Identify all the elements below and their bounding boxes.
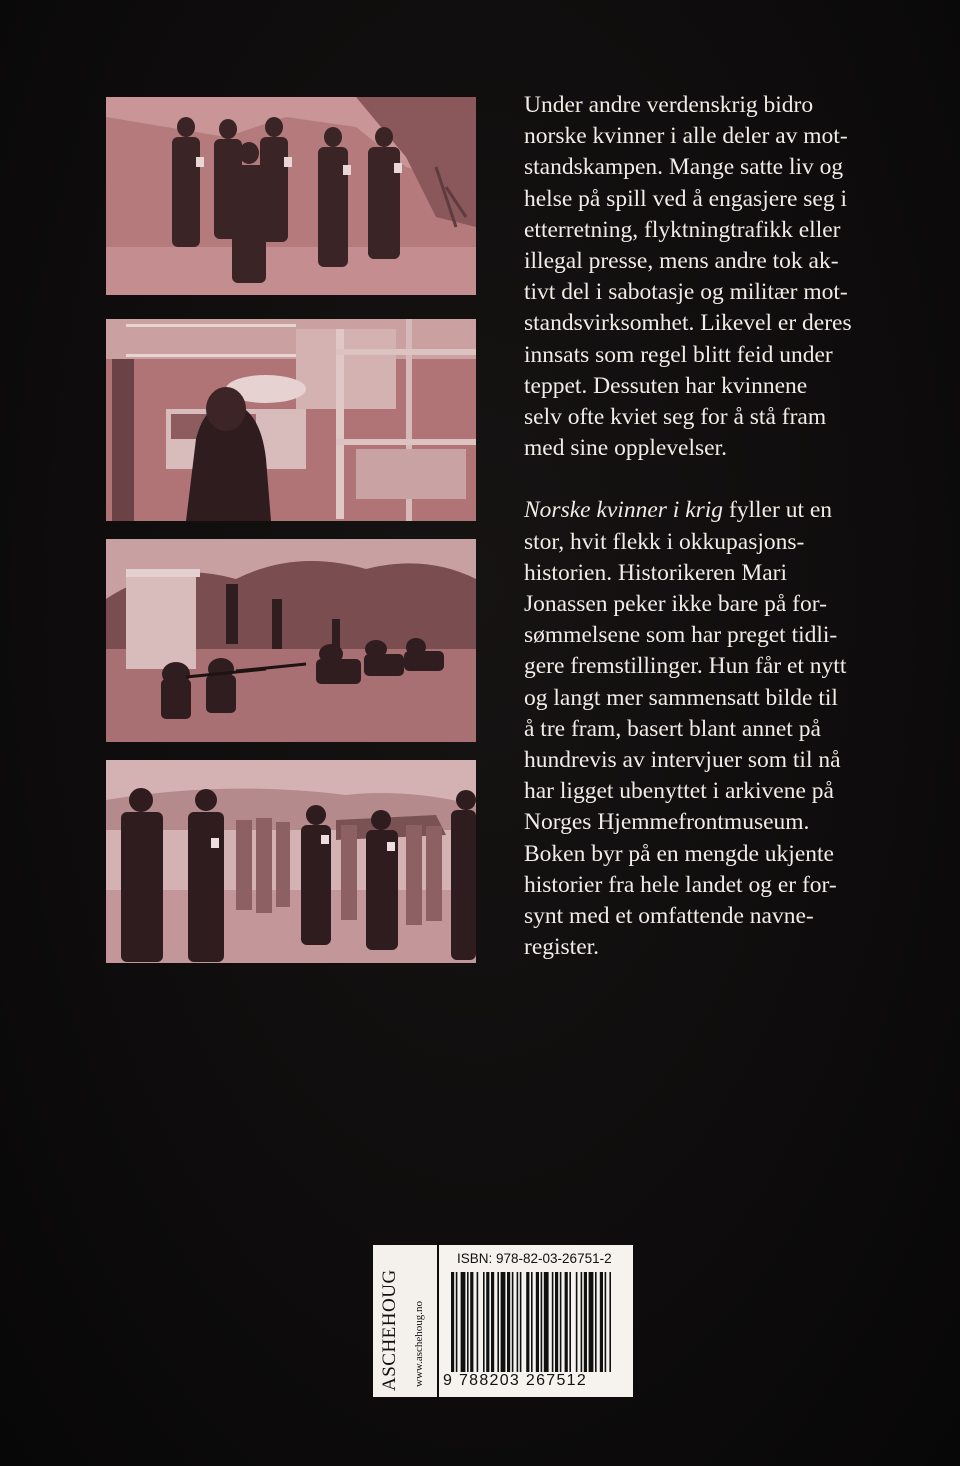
- barcode-bar: [486, 1272, 489, 1372]
- text-line: selv ofte kviet seg for å stå fram: [524, 404, 827, 431]
- text-line: historier fra hele landet og er for-: [524, 871, 837, 898]
- isbn-label: ISBN: 978-82-03-26751-2: [457, 1251, 612, 1266]
- text-line: [524, 495, 864, 526]
- barcode-bar: [552, 1272, 554, 1372]
- text-line: gere fremstillinger. Hun får et nytt: [524, 653, 847, 680]
- barcode-bar: [560, 1272, 562, 1372]
- barcode-bar: [470, 1272, 473, 1372]
- text-line: norske kvinner i alle deler av mot-: [524, 123, 848, 150]
- barcode-bar: [581, 1272, 583, 1372]
- text-line: standskampen. Mange satte liv og: [524, 154, 844, 181]
- barcode-bar: [512, 1272, 514, 1372]
- photo-shooting-practice: [106, 539, 476, 742]
- text-line: illegal presse, mens andre tok ak-: [524, 248, 839, 275]
- barcode-bar: [565, 1272, 568, 1372]
- barcode-bars: [443, 1272, 629, 1372]
- publisher-url: www.aschehoug.no: [413, 1300, 425, 1387]
- ean-digits: 9 788203 267512: [443, 1372, 588, 1389]
- isbn-barcode: [439, 1245, 633, 1397]
- text-line: og langt mer sammensatt bilde til: [524, 684, 838, 711]
- barcode-bar: [526, 1272, 529, 1372]
- barcode-bar: [520, 1272, 522, 1372]
- text-line: helse på spill ved å engasjere seg i: [524, 185, 848, 212]
- barcode-bar: [461, 1272, 466, 1372]
- publisher-name: ASCHEHOUG: [379, 1269, 400, 1391]
- barcode-bar: [584, 1272, 587, 1372]
- text-line: hundrevis av intervjuer som til nå: [524, 747, 841, 774]
- barcode-bar: [451, 1272, 454, 1372]
- barcode-bar: [483, 1272, 485, 1372]
- barcode-bar: [507, 1272, 510, 1372]
- barcode-bar: [536, 1272, 539, 1372]
- barcode-bar: [501, 1272, 506, 1372]
- text-line: innsats som regel blitt feid under: [524, 341, 833, 368]
- text-line: Under andre verdenskrig bidro: [524, 92, 814, 118]
- photo-inspection-at-airfield: [106, 760, 476, 963]
- publisher-logo: [373, 1245, 437, 1397]
- text-line: med sine opplevelser.: [524, 435, 727, 462]
- barcode-bar: [531, 1272, 533, 1372]
- barcode-bar: [544, 1272, 549, 1372]
- barcode-bar: [569, 1272, 571, 1372]
- barcode-bar: [477, 1272, 479, 1372]
- text-fragment: fyller ut en: [723, 497, 833, 524]
- text-line: Boken byr på en mengde ukjente: [524, 840, 834, 867]
- barcode-bar: [600, 1272, 603, 1372]
- text-line: stor, hvit flekk i okkupasjons-: [524, 528, 805, 555]
- barcode-bar: [595, 1272, 597, 1372]
- barcode-bar: [467, 1272, 469, 1372]
- barcode-bar: [491, 1272, 494, 1372]
- barcode-bar: [605, 1272, 607, 1372]
- photo-women-with-armbands: [106, 97, 476, 295]
- text-line: sømmelsene som har preget tidli-: [524, 622, 838, 649]
- text-line: har ligget ubenyttet i arkivene på: [524, 778, 834, 805]
- text-line: teppet. Dessuten har kvinnene: [524, 372, 808, 399]
- text-line: å tre fram, basert blant annet på: [524, 715, 821, 742]
- text-line: register.: [524, 934, 600, 961]
- barcode-bar: [517, 1272, 519, 1372]
- barcode-bar: [589, 1272, 594, 1372]
- barcode-bar: [456, 1272, 458, 1372]
- blurb-paragraph-1: [524, 90, 864, 464]
- back-cover-blurb: [524, 90, 864, 963]
- text-line: synt med et omfattende navne-: [524, 903, 814, 930]
- blurb-paragraph-2: [524, 495, 864, 963]
- barcode-bar: [576, 1272, 578, 1372]
- barcode-bar: [555, 1272, 558, 1372]
- photo-woman-at-radio-desk: [106, 319, 476, 521]
- text-line: Jonassen peker ikke bare på for-: [524, 591, 827, 618]
- text-line: historien. Historikeren Mari: [524, 559, 788, 586]
- text-line: Norges Hjemmefrontmuseum.: [524, 809, 810, 836]
- barcode-bar: [609, 1272, 611, 1372]
- barcode-bar: [541, 1272, 543, 1372]
- text-line: etterretning, flyktningtrafikk eller: [524, 216, 841, 243]
- book-title: Norske kvinner i krig: [524, 497, 724, 524]
- text-line: tivt del i sabotasje og militær mot-: [524, 279, 848, 306]
- barcode-bar: [497, 1272, 499, 1372]
- text-line: standsvirksomhet. Likevel er deres: [524, 310, 852, 337]
